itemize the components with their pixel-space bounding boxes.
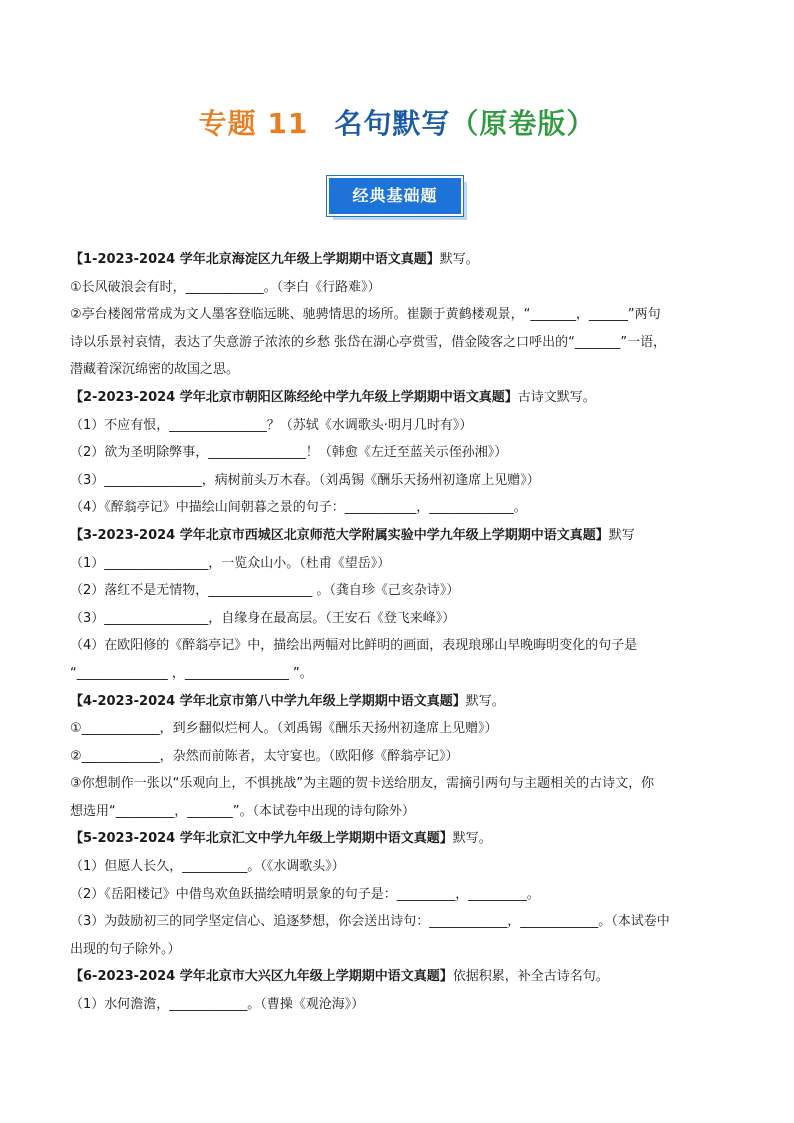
- question-instruction: 默写。: [452, 831, 492, 847]
- title-edition: （原卷版）: [450, 107, 596, 140]
- question-header: [70, 522, 730, 550]
- question-line: （3）为鼓励初三的同学坚定信心、追逐梦想，你会送出诗句：____________，____________。（本试卷中: [70, 914, 670, 930]
- question-line: 出现的句子除外。）: [70, 941, 181, 957]
- title-topic-name: 名句默写: [334, 107, 451, 140]
- question-line: （2）《岳阳楼记》中借鸟欢鱼跃描绘晴明景象的句子是：_________，_________。: [70, 886, 540, 902]
- question-line: （1）________________，一览众山小。（杜甫《望岳》）: [70, 555, 391, 571]
- question-instruction: 依据积累，补全古诗名句。: [452, 969, 609, 985]
- question-source: 【2-2023-2024 学年北京市朝阳区陈经纶中学九年级上学期期中语文真题】: [70, 389, 518, 405]
- question-list: [70, 246, 730, 1019]
- question-line: ①长风破浪会有时，____________。（李白《行路难》）: [70, 279, 381, 295]
- question-source: 【5-2023-2024 学年北京汇文中学九年级上学期期中语文真题】: [70, 831, 453, 847]
- question-line: 想选用“_________，_______”。（本试卷中出现的诗句除外）: [70, 803, 415, 819]
- question-header: [70, 688, 730, 716]
- question-instruction: 默写。: [439, 252, 479, 267]
- question-line: “______________ ，________________ ”。: [70, 665, 313, 681]
- question-instruction: 古诗文默写。: [517, 389, 596, 405]
- question-line: （1）但愿人长久，__________。（《水调歌头》）: [70, 859, 345, 875]
- question-line: （2）欲为圣明除弊事，_______________！（韩愈《左迁至蓝关示侄孙湘》）: [70, 445, 508, 461]
- question-line: （1）水何澹澹，____________。（曹操《观沧海》）: [70, 997, 365, 1013]
- page-title: [0, 104, 794, 144]
- question-line: （1）不应有恨，_______________？（苏轼《水调歌头·明月几时有》）: [70, 417, 473, 433]
- question-line: 潜藏着深沉绵密的故国之思。: [70, 362, 240, 378]
- question-header: [70, 246, 730, 274]
- question-line: 诗以乐景衬哀情，表达了失意游子浓浓的乡愁 张岱在湖心亭赏雪，借金陵客之口呼出的“_______”一语，: [70, 334, 667, 350]
- title-topic-number: 专题 11: [198, 107, 309, 140]
- question-source: 【3-2023-2024 学年北京市西城区北京师范大学附属实验中学九年级上学期期中语文真题】: [70, 527, 609, 543]
- question-source: 【4-2023-2024 学年北京市第八中学九年级上学期期中语文真题】: [70, 693, 466, 709]
- question-line: ②亭台楼阁常常成为文人墨客登临远眺、驰骋情思的场所。崔颢于黄鹤楼观景，“_______，______”两句: [70, 307, 661, 323]
- question-source: 【6-2023-2024 学年北京市大兴区九年级上学期期中语文真题】: [70, 969, 453, 985]
- question-instruction: 默写: [608, 527, 635, 543]
- question-line: （4）在欧阳修的《醉翁亭记》中，描绘出两幅对比鲜明的画面，表现琅琊山早晚晦明变化的句子是: [70, 638, 638, 654]
- question-header: [70, 825, 730, 853]
- question-header: [70, 963, 730, 991]
- section-banner: [327, 176, 467, 220]
- question-line: ②____________，杂然而前陈者，太守宴也。（欧阳修《醉翁亭记》）: [70, 748, 459, 764]
- question-line: （4）《醉翁亭记》中描绘山间朝暮之景的句子：___________，_____________。: [70, 500, 527, 516]
- question-line: ③你想制作一张以“乐观向上，不惧挑战”为主题的贺卡送给朋友，需摘引两句与主题相关的古诗文，你: [70, 776, 655, 792]
- question-line: （3）_______________，病树前头万木春。（刘禹锡《酬乐天扬州初逢席上见赠》）: [70, 472, 540, 488]
- banner-label: 经典基础题: [327, 176, 463, 216]
- question-instruction: 默写。: [465, 693, 505, 709]
- question-header: [70, 384, 730, 412]
- question-source: 【1-2023-2024 学年北京海淀区九年级上学期期中语文真题】: [70, 252, 440, 267]
- question-line: ①____________，到乡翻似烂柯人。（刘禹锡《酬乐天扬州初逢席上见赠》）: [70, 721, 498, 737]
- question-line: （3）________________，自缘身在最高层。（王安石《登飞来峰》）: [70, 610, 456, 626]
- question-line: （2）落红不是无情物，________________ 。（龚自珍《己亥杂诗》）: [70, 583, 460, 599]
